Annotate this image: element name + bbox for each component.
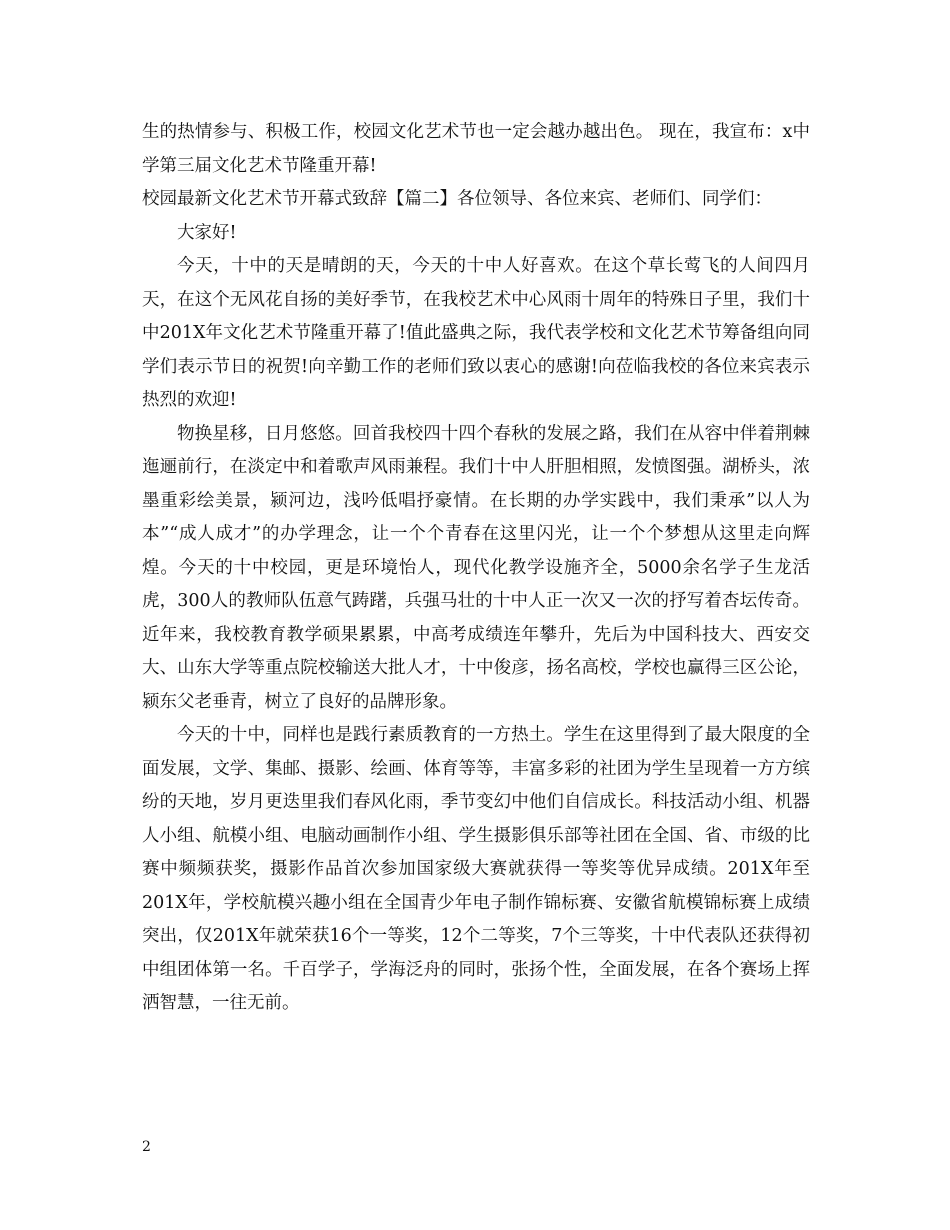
section-heading-line bbox=[142, 183, 810, 217]
body-text bbox=[142, 116, 810, 1021]
salutation: 各位领导、各位来宾、老师们、同学们： bbox=[457, 189, 772, 209]
paragraph-quality-education: 今天的十中，同样也是践行素质教育的一方热土。学生在这里得到了最大限度的全面发展，文学、集邮、摄影、绘画、体育等等，丰富多彩的社团为学生呈现着一方方缤纷的天地，岁月更迭里我们春风化雨，季节变幻中他们自信成长。科技活动小组、机器人小组、航模小组、电脑动画制作小组、学生摄影俱乐部等社团在全国、省、市级的比赛中频频获奖，摄影作品首次参加国家级大赛就获得一等奖等优异成绩。201X年至201X年，学校航模兴趣小组在全国青少年电子制作锦标赛、安徽省航模锦标赛上成绩突出，仅201X年就荣获16个一等奖，12个二等奖，7个三等奖，十中代表队还获得初中组团体第一名。千百学子，学海泛舟的同时，张扬个性，全面发展，在各个赛场上挥洒智慧，一往无前。 bbox=[142, 725, 810, 1013]
paragraph-opening: 今天，十中的天是晴朗的天，今天的十中人好喜欢。在这个草长莺飞的人间四月天，在这个无风花自扬的美好季节，在我校艺术中心风雨十周年的特殊日子里，我们十中201X年文化艺术节隆重开幕了!值此盛典之际，我代表学校和文化艺术节筹备组向同学们表示节日的祝贺!向辛勤工作的老师们致以衷心的感谢!向莅临我校的各位来宾表示热烈的欢迎! bbox=[142, 256, 810, 410]
page-number: 2 bbox=[142, 1139, 151, 1155]
paragraph-greeting: 大家好! bbox=[177, 222, 237, 243]
section-title: 校园最新文化艺术节开幕式致辞【篇二】 bbox=[142, 189, 457, 209]
paragraph-history: 物换星移，日月悠悠。回首我校四十四个春秋的发展之路，我们在从容中伴着荆棘迤逦前行，在淡定中和着歌声风雨兼程。我们十中人肝胆相照，发愤图强。湖桥头，浓墨重彩绘美景，颍河边，浅吟低唱抒豪情。在长期的办学实践中，我们秉承”以人为本”“成人成才”的办学理念，让一个个青春在这里闪光，让一个个梦想从这里走向辉煌。今天的十中校园，更是环境怡人，现代化教学设施齐全，5000余名学子生龙活虎，300人的教师队伍意气踌躇，兵强马壮的十中人正一次又一次的抒写着杏坛传奇。近年来，我校教育教学硕果累累，中高考成绩连年攀升，先后为中国科技大、西安交大、山东大学等重点院校输送大批人才，十中俊彦，扬名高校，学校也赢得三区公论，颍东父老垂青，树立了良好的品牌形象。 bbox=[142, 423, 810, 712]
paragraph-closing: 生的热情参与、积极工作，校园文化艺术节也一定会越办越出色。 现在，我宣布：x中学第三届文化艺术节隆重开幕! bbox=[142, 122, 810, 176]
